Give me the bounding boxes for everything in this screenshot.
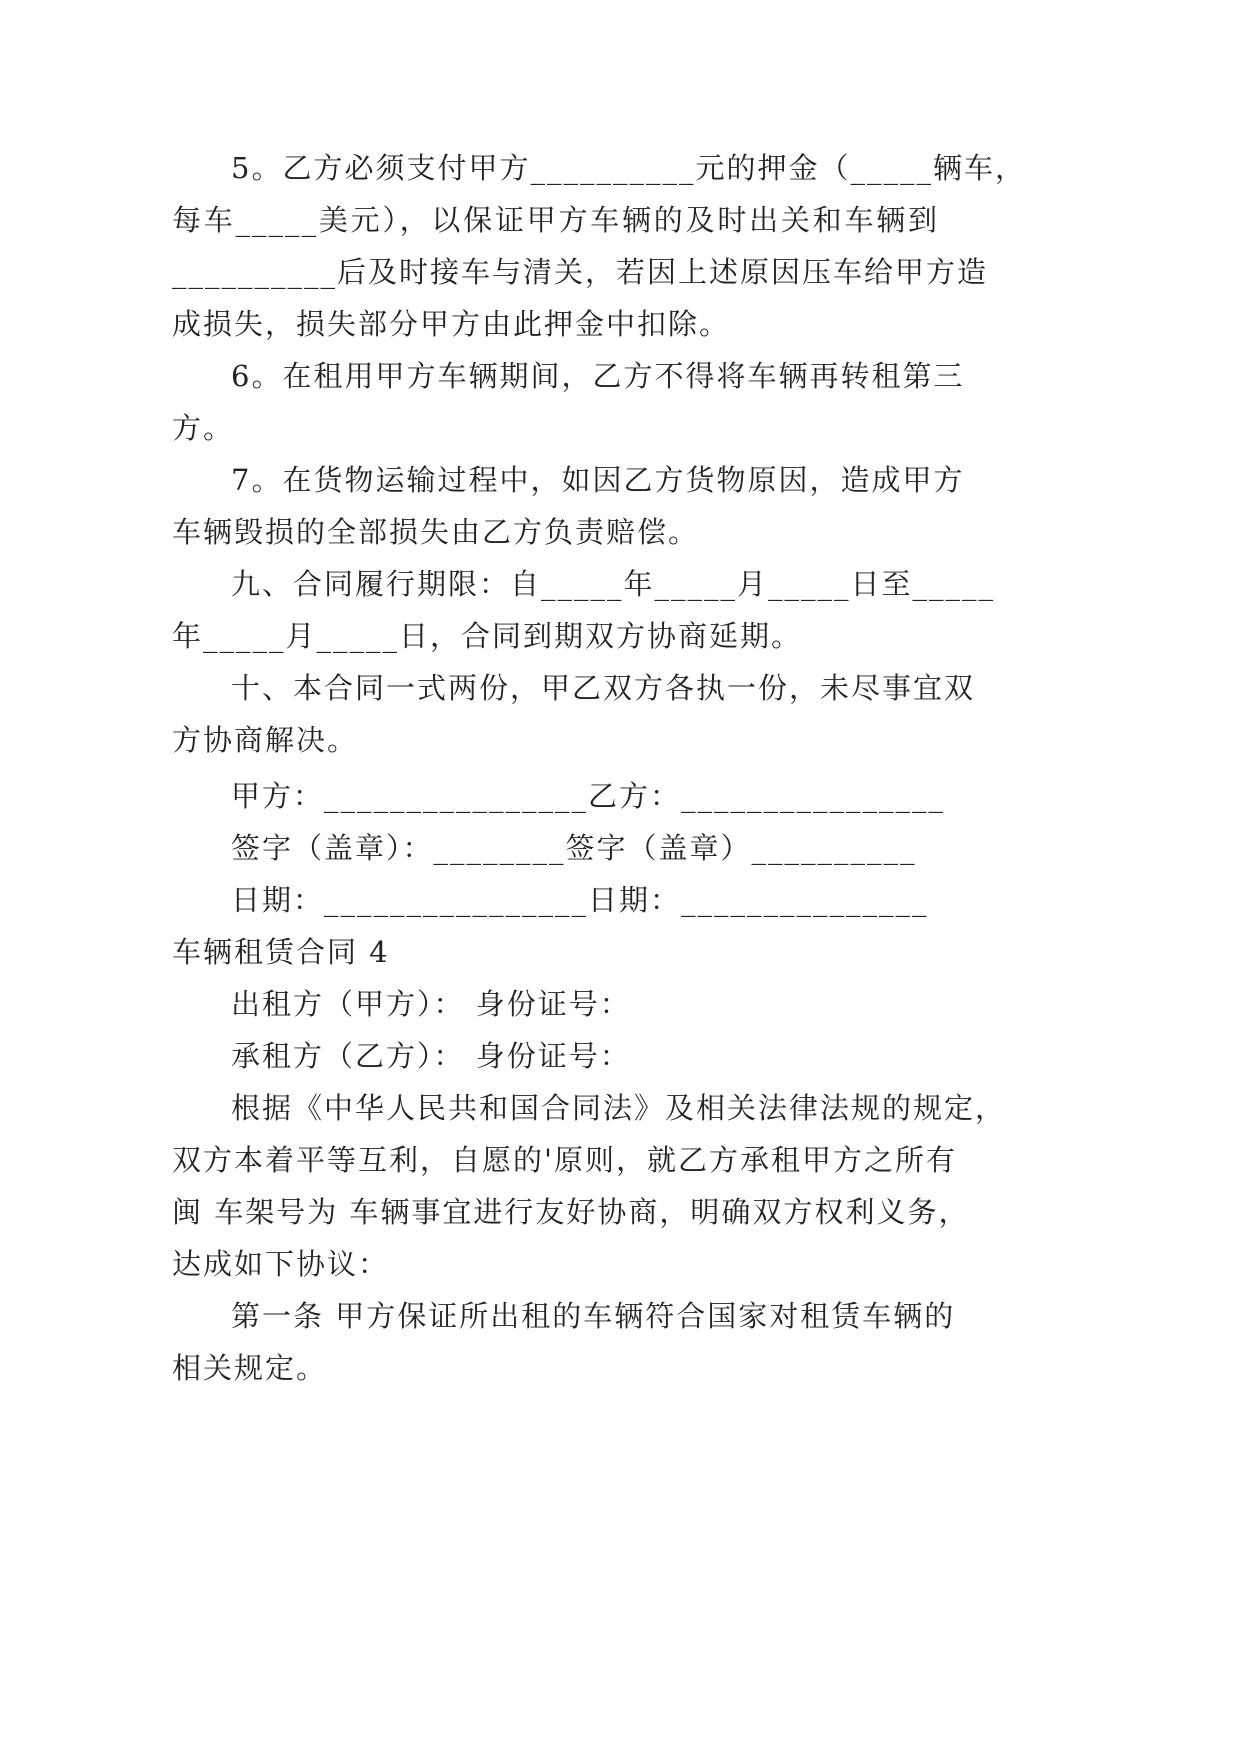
signature-party-line: 甲方：________________乙方：________________ [231, 779, 946, 813]
clause-6-line-1: 6。在租用甲方车辆期间，乙方不得将车辆再转租第三 [231, 359, 965, 393]
preamble-line-3: 闽 车架号为 车辆事宜进行友好协商，明确双方权利义务， [172, 1195, 970, 1229]
clause-5-line-3: __________后及时接车与清关，若因上述原因压车给甲方造 [172, 255, 989, 289]
clause-7-line-1: 7。在货物运输过程中，如因乙方货物原因，造成甲方 [231, 463, 965, 497]
clause-7-line-2: 车辆毁损的全部损失由乙方负责赔偿。 [172, 515, 700, 549]
clause-5-line-1: 5。乙方必须支付甲方__________元的押金（_____辆车， [231, 151, 1026, 185]
article-1-line-2: 相关规定。 [172, 1351, 328, 1385]
lessor-line: 出租方（甲方）： 身份证号： [231, 987, 631, 1021]
contract-4-title: 车辆租赁合同 4 [172, 935, 390, 969]
lessee-line: 承租方（乙方）： 身份证号： [231, 1039, 631, 1073]
signature-seal-line: 签字（盖章）：________签字（盖章）__________ [231, 831, 917, 865]
preamble-line-4: 达成如下协议： [172, 1247, 390, 1281]
preamble-line-1: 根据《中华人民共和国合同法》及相关法律法规的规定， [231, 1091, 1007, 1125]
term-line-2: 年_____月_____日，合同到期双方协商延期。 [172, 619, 803, 653]
preamble-line-2: 双方本着平等互利，自愿的'原则，就乙方承租甲方之所有 [172, 1143, 957, 1177]
term-line-1: 九、合同履行期限：自_____年_____月_____日至_____ [231, 567, 996, 601]
clause-5-line-2: 每车_____美元），以保证甲方车辆的及时出关和车辆到 [172, 203, 939, 237]
copies-line-2: 方协商解决。 [172, 723, 359, 757]
clause-6-line-2: 方。 [172, 411, 235, 445]
article-1-line-1: 第一条 甲方保证所出租的车辆符合国家对租赁车辆的 [231, 1299, 956, 1333]
copies-line-1: 十、本合同一式两份，甲乙双方各执一份，未尽事宜双 [231, 671, 976, 705]
clause-5-line-4: 成损失，损失部分甲方由此押金中扣除。 [172, 307, 731, 341]
signature-date-line: 日期：________________日期：_______________ [231, 883, 929, 917]
